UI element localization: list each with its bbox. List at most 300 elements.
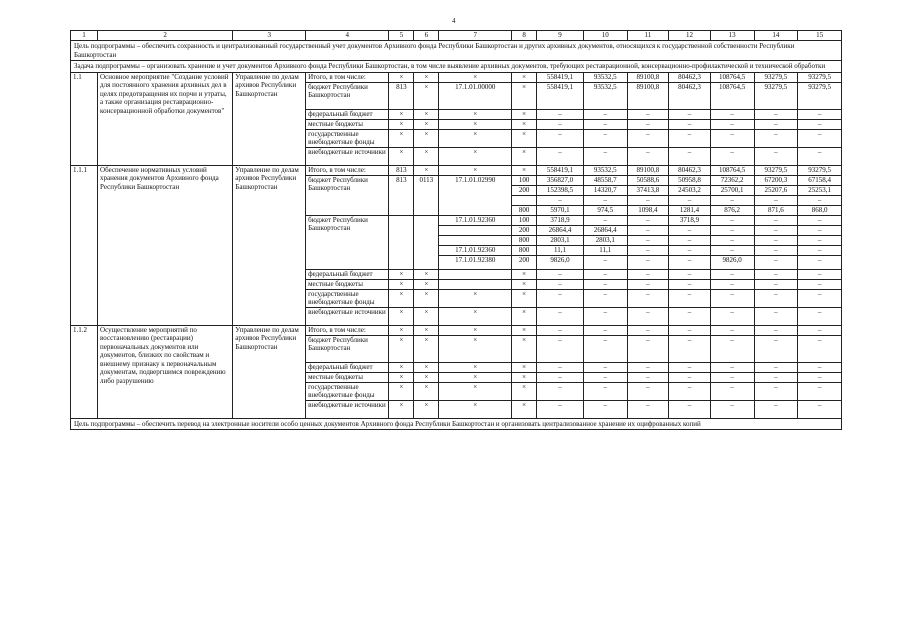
value-cell: 152398,5 [537,185,584,195]
value-cell: – [710,235,754,245]
value-cell: – [710,279,754,289]
value-cell: 3718,9 [537,215,584,225]
table-cell: × [414,335,439,362]
value-cell: 89100,8 [627,72,669,82]
item-name: Обеспечение нормативных условий хранения документов Архивного фонда Республики Башкортостан [98,165,233,325]
table-cell: × [512,335,537,362]
column-number-10: 10 [583,31,627,41]
value-cell: – [798,215,842,225]
value-cell: 974,5 [583,205,627,215]
table-cell: × [414,325,439,335]
value-cell: – [627,289,669,307]
item-organization: Управление по делам архивов Республики Башкортостан [233,165,306,325]
table-cell: × [414,109,439,119]
value-cell: 25207,6 [754,185,798,195]
item-number: 1.1 [71,72,98,165]
table-cell: × [439,289,512,307]
table-cell: × [389,269,414,279]
value-cell: – [669,195,711,205]
source-cell: местные бюджеты [306,119,389,129]
value-cell: – [754,195,798,205]
value-cell: – [754,235,798,245]
value-cell: – [669,245,711,255]
value-cell: 67200,3 [754,175,798,185]
value-cell: – [583,279,627,289]
value-cell: – [798,225,842,235]
goal-text-2: Цель подпрограммы – обеспечить перевод на электронные носители особо ценных документов Архивного фонда Республики Башкортостан и организовать централизованное хранение их оцифрованных копий [71,418,842,430]
value-cell: – [798,382,842,400]
value-cell: 93279,5 [798,72,842,82]
value-cell: – [754,289,798,307]
table-cell [439,269,512,279]
value-cell: – [583,307,627,325]
table-cell: × [389,382,414,400]
table-cell: × [439,109,512,119]
table-cell: 17.1.01.02990 [439,175,512,185]
value-cell: – [798,325,842,335]
value-cell: – [627,325,669,335]
value-cell: – [627,119,669,129]
value-cell: 89100,8 [627,165,669,175]
value-cell: – [669,325,711,335]
source-cell: Итого, в том числе: [306,165,389,175]
source-cell: государственные внебюджетные фонды [306,129,389,147]
value-cell: – [537,109,584,119]
table-cell: 813 [389,165,414,175]
value-cell: – [754,382,798,400]
table-cell: × [439,382,512,400]
value-cell: – [754,335,798,362]
table-cell: × [439,400,512,418]
table-cell: 17.1.01.92360 [439,215,512,225]
value-cell: – [669,372,711,382]
table-cell: × [389,325,414,335]
table-cell: × [389,119,414,129]
table-cell: 800 [512,205,537,215]
value-cell: – [669,335,711,362]
table-cell: × [439,165,512,175]
source-cell: внебюджетные источники [306,147,389,165]
value-cell: – [669,269,711,279]
value-cell: – [798,335,842,362]
table-cell: × [414,72,439,82]
table-cell: × [512,72,537,82]
value-cell: – [710,119,754,129]
value-cell: 558419,1 [537,165,584,175]
table-cell: × [512,119,537,129]
table-cell: 813 [389,175,414,215]
table-row [71,165,842,175]
item-name: Осуществление мероприятий по восстановлению (реставрации) первоначальных документов или документов, близких по свойствам и внешнему признаку к первоначальным документам, подвергшимся повреждению либо разрушению [98,325,233,418]
source-cell: Итого, в том числе: [306,325,389,335]
value-cell: – [583,269,627,279]
column-number-12: 12 [669,31,711,41]
table-cell: × [512,400,537,418]
value-cell: – [627,235,669,245]
value-cell: – [754,362,798,372]
value-cell: – [754,279,798,289]
value-cell: – [669,109,711,119]
column-number-1: 1 [71,31,98,41]
value-cell: 93279,5 [754,165,798,175]
value-cell: – [710,335,754,362]
table-cell: × [414,269,439,279]
value-cell: 50588,6 [627,175,669,185]
value-cell: 50958,8 [669,175,711,185]
value-cell: – [537,372,584,382]
source-cell: Итого, в том числе: [306,72,389,82]
value-cell: – [710,362,754,372]
goal-row [71,41,842,61]
value-cell: – [798,362,842,372]
value-cell: – [798,235,842,245]
value-cell: – [537,279,584,289]
table-cell [439,225,512,235]
value-cell: – [537,325,584,335]
value-cell: – [627,225,669,235]
table-cell: × [389,372,414,382]
table-cell: × [512,307,537,325]
table-cell: × [414,362,439,372]
source-cell: бюджет Республики Башкортостан [306,335,389,362]
column-number-8: 8 [512,31,537,41]
table-cell: 200 [512,225,537,235]
value-cell: – [583,119,627,129]
value-cell: – [537,119,584,129]
table-cell: 800 [512,245,537,255]
value-cell: 876,2 [710,205,754,215]
value-cell: – [583,382,627,400]
value-cell: – [754,109,798,119]
value-cell: 356827,0 [537,175,584,185]
item-number: 1.1.1 [71,165,98,325]
value-cell: – [627,147,669,165]
value-cell: – [583,109,627,119]
value-cell: – [798,307,842,325]
value-cell: 24503,2 [669,185,711,195]
value-cell: – [537,147,584,165]
value-cell: – [798,147,842,165]
value-cell: 108764,5 [710,165,754,175]
value-cell: – [798,245,842,255]
table-cell: × [512,382,537,400]
value-cell: – [710,372,754,382]
value-cell: – [627,335,669,362]
value-cell: 37413,8 [627,185,669,195]
value-cell: – [627,279,669,289]
value-cell: – [583,362,627,372]
item-number: 1.1.2 [71,325,98,418]
value-cell: 108764,5 [710,72,754,82]
value-cell: – [798,289,842,307]
column-number-11: 11 [627,31,669,41]
table-cell: 800 [512,235,537,245]
value-cell: 558419,1 [537,72,584,82]
value-cell: – [710,289,754,307]
source-cell: бюджет Республики Башкортостан [306,215,389,269]
goal-text: Цель подпрограммы – обеспечить сохранность и централизованный государственный учет документов Архивного фонда Республики Башкортостан и других архивных документов, относящихся к государственной собственности Республики Башкортостан [71,41,842,61]
table-cell: × [439,335,512,362]
source-cell: бюджет Республики Башкортостан [306,175,389,215]
value-cell: 108764,5 [710,82,754,109]
table-cell: × [389,279,414,289]
value-cell: – [754,147,798,165]
source-cell: государственные внебюджетные фонды [306,289,389,307]
value-cell: – [710,215,754,225]
column-number-4: 4 [306,31,389,41]
value-cell: – [583,325,627,335]
value-cell: 93532,5 [583,165,627,175]
value-cell: – [710,400,754,418]
table-cell: × [512,165,537,175]
table-cell: × [414,279,439,289]
table-cell: 17.1.01.00000 [439,82,512,109]
value-cell: – [669,279,711,289]
value-cell: 5970,1 [537,205,584,215]
table-cell [414,215,439,269]
value-cell: – [669,129,711,147]
column-number-9: 9 [537,31,584,41]
table-row [71,325,842,335]
value-cell: – [669,289,711,307]
page-number: 4 [452,17,456,25]
value-cell: – [583,400,627,418]
value-cell: – [798,119,842,129]
value-cell: – [798,195,842,205]
table-cell [439,185,512,195]
value-cell: – [537,289,584,307]
item-organization: Управление по делам архивов Республики Башкортостан [233,325,306,418]
value-cell: – [798,255,842,269]
value-cell: – [627,382,669,400]
value-cell: – [537,129,584,147]
table-cell: × [439,129,512,147]
column-number-2: 2 [98,31,233,41]
value-cell: 14320,7 [583,185,627,195]
source-cell: местные бюджеты [306,372,389,382]
table-cell: × [439,147,512,165]
table-cell: 100 [512,175,537,185]
goal-row-2 [71,418,842,430]
table-cell: × [414,382,439,400]
value-cell: – [669,225,711,235]
table-cell: × [512,109,537,119]
value-cell: 93279,5 [754,72,798,82]
table-cell: × [512,362,537,372]
table-cell: × [414,372,439,382]
source-cell: федеральный бюджет [306,109,389,119]
value-cell: 80462,3 [669,82,711,109]
table-cell: × [414,147,439,165]
source-cell: местные бюджеты [306,279,389,289]
value-cell: – [627,215,669,225]
value-cell: – [710,382,754,400]
value-cell: 93279,5 [798,82,842,109]
table-cell [439,235,512,245]
value-cell: – [754,215,798,225]
value-cell: – [754,119,798,129]
task-text: Задача подпрограммы – организовать хранение и учет документов Архивного фонда Республики Башкортостан, в том числе выявление архивных документов, требующих реставрационной, консервационно-профилактической и технической обработки [71,61,842,73]
table-cell: × [512,325,537,335]
table-cell: × [389,307,414,325]
value-cell: – [798,400,842,418]
value-cell: 26864,4 [537,225,584,235]
value-cell: – [669,147,711,165]
value-cell: – [537,382,584,400]
table-cell [439,195,512,205]
item-name: Основное мероприятие "Создание условий для постоянного хранения архивных дел в целях предотвращения их порчи и утраты, а также организация реставрационно-консервационной обработки документов" [98,72,233,165]
value-cell: – [627,245,669,255]
value-cell: – [710,245,754,255]
table-cell: × [439,119,512,129]
value-cell: – [627,372,669,382]
value-cell: – [710,269,754,279]
value-cell: 9826,0 [537,255,584,269]
table-cell: 813 [389,82,414,109]
table-cell [512,195,537,205]
table-cell: × [512,372,537,382]
value-cell: – [537,195,584,205]
table-cell: × [439,72,512,82]
value-cell: – [710,225,754,235]
value-cell: – [669,307,711,325]
table-cell: × [414,119,439,129]
table-cell: × [414,129,439,147]
column-number-5: 5 [389,31,414,41]
column-number-7: 7 [439,31,512,41]
table-cell: × [512,129,537,147]
value-cell: – [710,325,754,335]
value-cell: – [583,255,627,269]
task-row [71,61,842,73]
value-cell: – [537,307,584,325]
value-cell: 67158,4 [798,175,842,185]
table-cell [439,205,512,215]
table-cell: × [512,269,537,279]
value-cell: 1281,4 [669,205,711,215]
value-cell: – [583,289,627,307]
table-cell: × [439,325,512,335]
value-cell: – [754,307,798,325]
value-cell: – [669,400,711,418]
value-cell: – [583,129,627,147]
table-cell: 100 [512,215,537,225]
table-cell: × [414,307,439,325]
column-number-3: 3 [233,31,306,41]
value-cell: – [537,269,584,279]
value-cell: – [798,269,842,279]
value-cell: – [798,279,842,289]
value-cell: 3718,9 [669,215,711,225]
table-cell: 200 [512,255,537,269]
value-cell: – [583,195,627,205]
value-cell: 93532,5 [583,82,627,109]
value-cell: 80462,3 [669,165,711,175]
value-cell: – [627,269,669,279]
value-cell: – [798,109,842,119]
value-cell: 93279,5 [798,165,842,175]
value-cell: – [754,325,798,335]
value-cell: – [798,372,842,382]
value-cell: 1098,4 [627,205,669,215]
table-cell: × [389,362,414,372]
table-cell: × [414,82,439,109]
value-cell: – [627,129,669,147]
value-cell: 558419,1 [537,82,584,109]
value-cell: 93532,5 [583,72,627,82]
value-cell: – [710,147,754,165]
table-row [71,72,842,82]
value-cell: – [583,335,627,362]
source-cell: федеральный бюджет [306,269,389,279]
table-cell: × [389,72,414,82]
source-cell: бюджет Республики Башкортостан [306,82,389,109]
table-cell: × [414,289,439,307]
value-cell: – [537,335,584,362]
table-cell: × [512,289,537,307]
value-cell: – [754,255,798,269]
value-cell: – [627,362,669,372]
value-cell: 868,0 [798,205,842,215]
value-cell: – [669,119,711,129]
value-cell: – [583,147,627,165]
value-cell: 11,1 [537,245,584,255]
value-cell: 72362,2 [710,175,754,185]
source-cell: внебюджетные источники [306,400,389,418]
table-cell: × [389,129,414,147]
table-cell: × [414,400,439,418]
value-cell: – [754,225,798,235]
value-cell: 89100,8 [627,82,669,109]
table-cell: × [439,372,512,382]
value-cell: – [627,195,669,205]
value-cell: – [754,400,798,418]
value-cell: – [710,195,754,205]
value-cell: – [710,109,754,119]
table-header-row [71,31,842,41]
table-cell: × [389,335,414,362]
value-cell: 9826,0 [710,255,754,269]
table-cell: × [389,400,414,418]
table-cell: × [389,289,414,307]
value-cell: 80462,3 [669,72,711,82]
value-cell: 25700,1 [710,185,754,195]
value-cell: 26864,4 [583,225,627,235]
value-cell: – [627,255,669,269]
value-cell: 48558,7 [583,175,627,185]
table-cell: 17.1.01.92380 [439,255,512,269]
value-cell: – [627,400,669,418]
value-cell: – [583,372,627,382]
source-cell: федеральный бюджет [306,362,389,372]
table-cell: × [512,279,537,289]
table-cell: × [512,147,537,165]
table-cell: × [389,147,414,165]
table-cell [439,279,512,289]
table-cell [389,215,414,269]
value-cell: – [537,400,584,418]
table-cell: × [414,165,439,175]
table-cell: × [389,109,414,119]
value-cell: 871,6 [754,205,798,215]
value-cell: – [798,129,842,147]
source-cell: государственные внебюджетные фонды [306,382,389,400]
table-cell: 200 [512,185,537,195]
program-table [70,30,842,430]
column-number-15: 15 [798,31,842,41]
table-cell: 0113 [414,175,439,215]
value-cell: – [669,362,711,372]
